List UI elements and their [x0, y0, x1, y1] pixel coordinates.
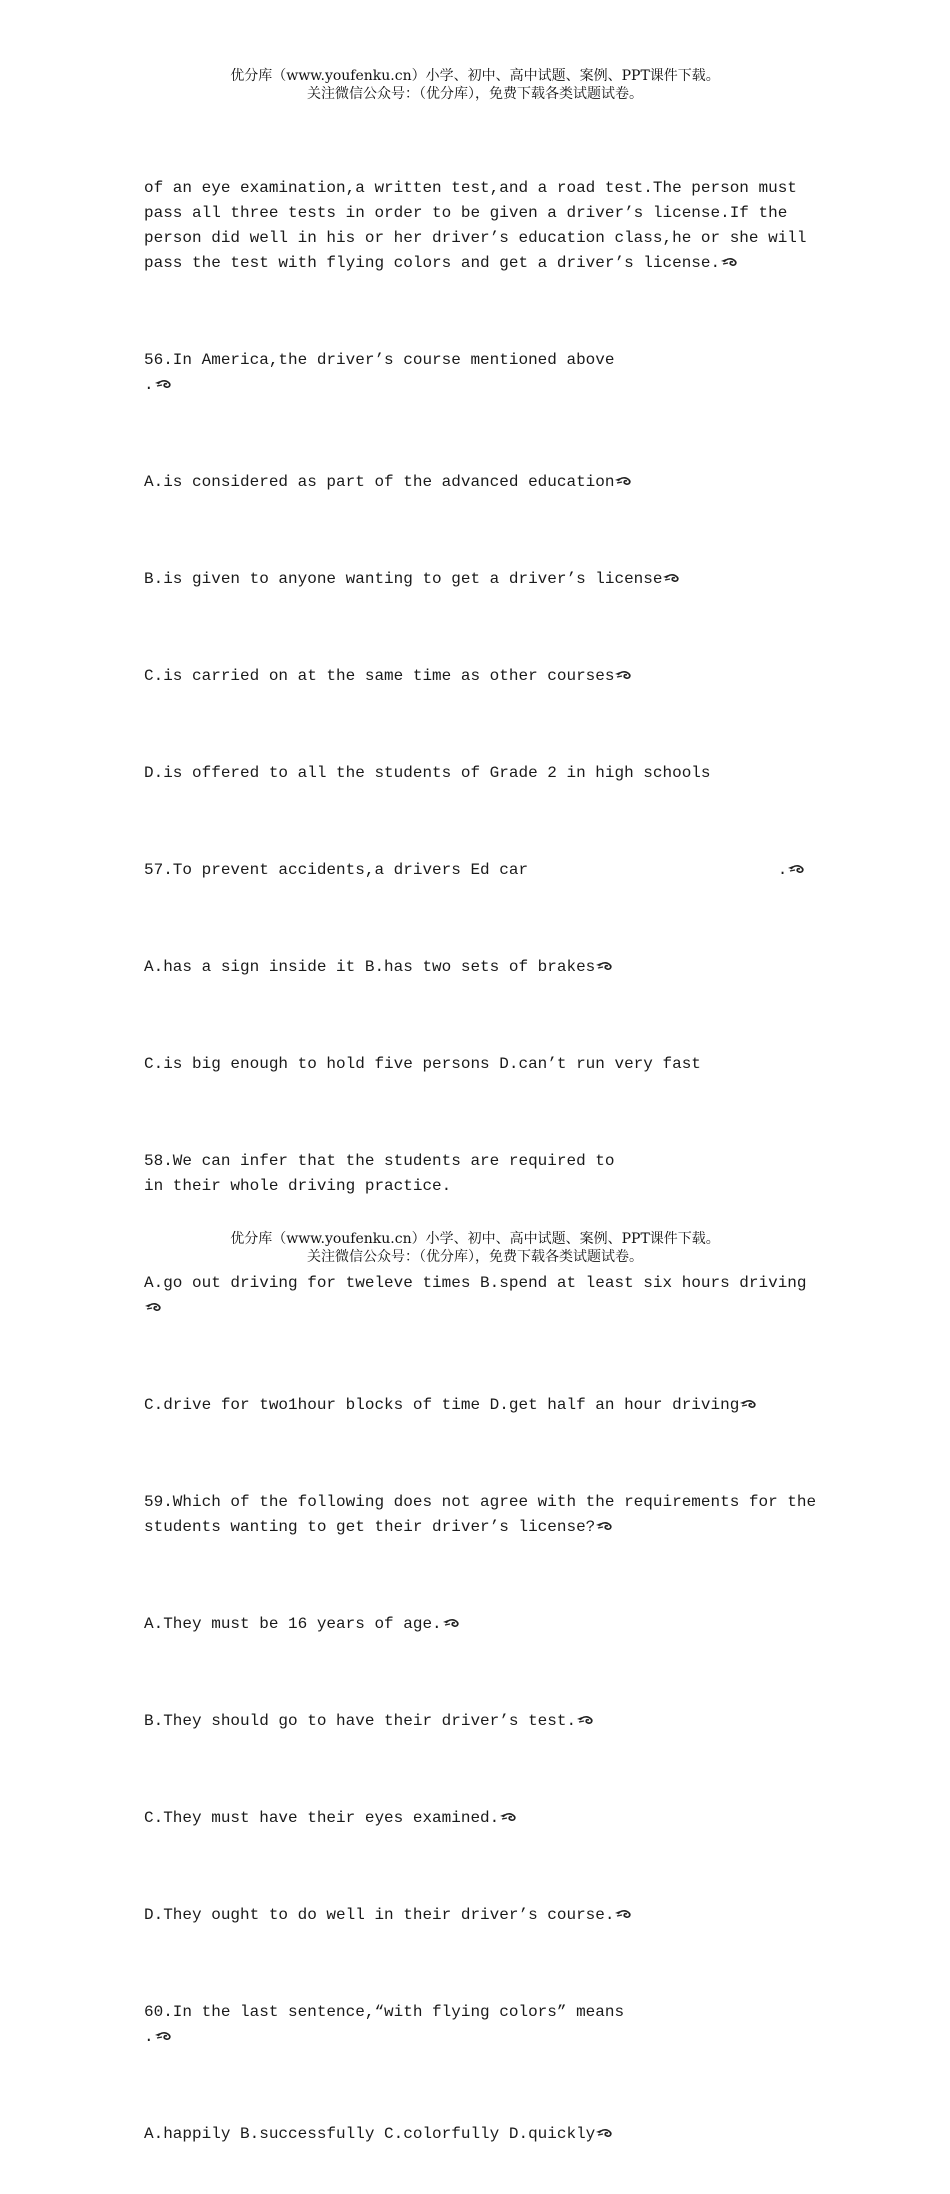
options-57ab: A.has a sign inside it B.has two sets of brakes — [144, 955, 824, 980]
footer-line-2: 关注微信公众号：（优分库），免费下载各类试题试卷。 — [307, 1249, 643, 1265]
question-58: 58.We can infer that the students are required to in their whole driving practice. — [144, 1152, 615, 1195]
page-footer — [0, 1230, 950, 1266]
return-mark-icon — [739, 1399, 758, 1410]
option-59d: D.They ought to do well in their driver’s course. — [144, 1903, 824, 1928]
return-mark-icon — [154, 2031, 173, 2042]
options-57cd: C.is big enough to hold five persons D.can’t run very fast — [144, 1055, 701, 1073]
option-56a: A.is considered as part of the advanced education — [144, 470, 824, 495]
return-mark-icon — [614, 670, 633, 681]
return-mark-icon — [595, 961, 614, 972]
header-line-1: 优分库（www.youfenku.cn）小学、初中、高中试题、案例、PPT课件下载。 — [230, 68, 720, 84]
page-header — [0, 67, 950, 103]
option-56d: D.is offered to all the students of Grade 2 in high schools — [144, 764, 711, 782]
question-60: 60.In the last sentence,“with flying colors” means . — [144, 2003, 625, 2046]
return-mark-icon — [154, 379, 173, 390]
return-mark-icon — [576, 1715, 595, 1726]
option-56b: B.is given to anyone wanting to get a driver’s license — [144, 567, 824, 592]
options-58cd: C.drive for two1hour blocks of time D.get half an hour driving — [144, 1393, 824, 1418]
return-mark-icon — [595, 1521, 614, 1532]
question-59: 59.Which of the following does not agree with the requirements for the students wanting to get their driver’s license? — [144, 1493, 826, 1536]
option-59b: B.They should go to have their driver’s test. — [144, 1709, 824, 1734]
return-mark-icon — [144, 1302, 163, 1313]
option-59c: C.They must have their eyes examined. — [144, 1806, 824, 1831]
footer-line-1: 优分库（www.youfenku.cn）小学、初中、高中试题、案例、PPT课件下载。 — [230, 1231, 720, 1247]
question-57: 57.To prevent accidents,a drivers Ed car . — [144, 858, 824, 883]
option-59a: A.They must be 16 years of age. — [144, 1612, 824, 1637]
return-mark-icon — [614, 476, 633, 487]
document-body — [144, 126, 824, 2194]
options-58ab: A.go out driving for tweleve times B.spend at least six hours driving — [144, 1271, 824, 1321]
header-line-2: 关注微信公众号：（优分库），免费下载各类试题试卷。 — [307, 86, 643, 102]
question-56: 56.In America,the driver’s course mentioned above . — [144, 351, 615, 394]
return-mark-icon — [595, 2128, 614, 2139]
passage-ending: of an eye examination,a written test,and a road test.The person must pass all three tests in order to be given a driver’s license.If the person did well in his or her driver’s education class,he or she will pass the test with flying colors and get a driver’s license. — [144, 179, 817, 272]
return-mark-icon — [662, 573, 681, 584]
option-56c: C.is carried on at the same time as other courses — [144, 664, 824, 689]
return-mark-icon — [787, 864, 806, 875]
return-mark-icon — [614, 1909, 633, 1920]
return-mark-icon — [499, 1812, 518, 1823]
return-mark-icon — [442, 1618, 461, 1629]
return-mark-icon — [720, 257, 739, 268]
options-60: A.happily B.successfully C.colorfully D.quickly — [144, 2122, 824, 2147]
